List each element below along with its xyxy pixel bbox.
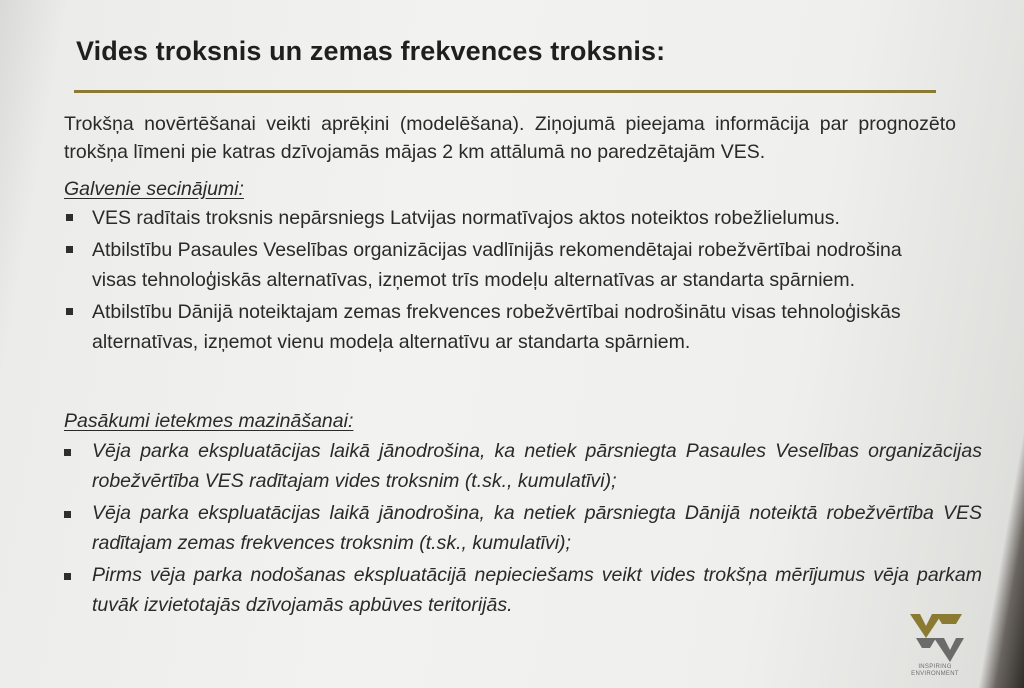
logo-caption: [904, 664, 966, 678]
logo-caption-line: INSPIRING: [918, 664, 952, 670]
list-item: [62, 436, 982, 496]
list-item: [62, 560, 982, 620]
list-item-text: VES radītais troksnis nepārsniegs Latvijas normatīvajos aktos noteiktos robežlielumus.: [92, 207, 840, 229]
square-bullet-icon: [64, 511, 71, 518]
conclusions-list: [62, 203, 932, 359]
title-underline-divider: [74, 90, 936, 93]
list-item: [62, 235, 932, 295]
intro-paragraph: Trokšņa novērtēšanai veikti aprēķini (modelēšana). Ziņojumā pieejama informācija par prognozēto trokšņa līmeni pie katras dzīvojamās mājas 2 km attālumā no paredzētajām VES.: [64, 113, 956, 163]
square-bullet-icon: [66, 246, 73, 253]
measures-list: [62, 436, 982, 622]
list-item-text: Pirms vēja parka nodošanas ekspluatācijā nepieciešams veikt vides trokšņa mērījumus vēja parkam tuvāk izvietotajās dzīvojamās apbūves teritorijās.: [92, 564, 982, 616]
slide-title: Vides troksnis un zemas frekvences troksnis:: [76, 36, 666, 66]
square-bullet-icon: [64, 449, 71, 456]
list-item-text: Atbilstību Dānijā noteiktajam zemas frekvences robežvērtībai nodrošinātu visas tehnoloģiskās alternatīvas, izņemot vienu modeļa alternatīvu ar standarta spārniem.: [92, 301, 901, 353]
list-item-text: Atbilstību Pasaules Veselības organizācijas vadlīnijās rekomendētajai robežvērtībai nodrošina visas tehnoloģiskās alternatīvas, izņemot trīs modeļu alternatīvas ar standarta spārniem.: [92, 239, 902, 291]
measures-heading: Pasākumi ietekmes mazināšanai:: [64, 410, 354, 432]
list-item: [62, 203, 932, 233]
logo-caption-line: ENVIRONMENT: [911, 671, 959, 677]
square-bullet-icon: [66, 308, 73, 315]
square-bullet-icon: [64, 573, 71, 580]
list-item: [62, 498, 982, 558]
conclusions-heading: Galvenie secinājumi:: [64, 178, 244, 200]
list-item: [62, 297, 932, 357]
square-bullet-icon: [66, 214, 73, 221]
list-item-text: Vēja parka ekspluatācijas laikā jānodrošina, ka netiek pārsniegta Dānijā noteiktā robežvērtība VES radītajam zemas frekvences troksnim (t.sk., kumulatīvi);: [92, 502, 982, 554]
list-item-text: Vēja parka ekspluatācijas laikā jānodrošina, ka netiek pārsniegta Pasaules Veselības organizācijas robežvērtība VES radītajam vides troksnim (t.sk., kumulatīvi);: [92, 440, 982, 492]
